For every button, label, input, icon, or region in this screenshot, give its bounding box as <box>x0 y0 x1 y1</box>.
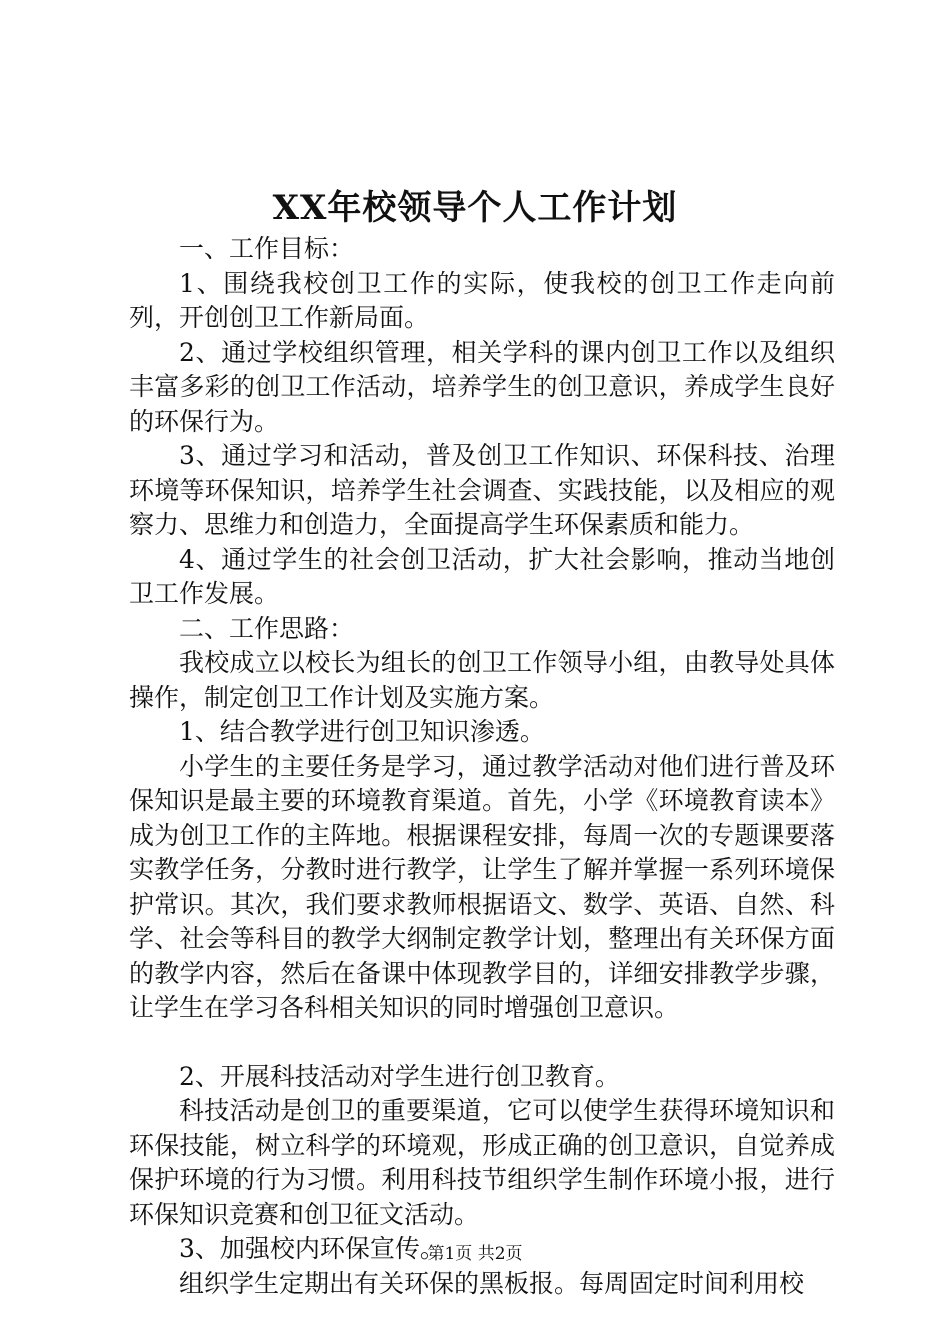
paragraph: 二、工作思路： <box>179 613 355 643</box>
paragraph: 3、通过学习和活动，普及创卫工作知识、环保科技、治理环境等环保知识，培养学生社会调查、实践技能，以及相应的观察力、思维力和创造力，全面提高学生环保素质和能力。 <box>129 441 835 539</box>
paragraph: 2、通过学校组织管理，相关学科的课内创卫工作以及组织丰富多彩的创卫工作活动，培养学生的创卫意识，养成学生良好的环保行为。 <box>129 337 835 436</box>
paragraph-spacer <box>129 1026 835 1060</box>
paragraph: 科技活动是创卫的重要渠道，它可以使学生获得环境知识和环保技能，树立科学的环境观，形成正确的创卫意识，自觉养成保护环境的行为习惯。利用科技节组织学生制作环境小报，进行环保知识竞赛和创卫征文活动。 <box>129 1096 835 1229</box>
paragraph: 4、通过学生的社会创卫活动，扩大社会影响，推动当地创卫工作发展。 <box>129 544 835 608</box>
paragraph: 组织学生定期出有关环保的黑板报。每周固定时间利用校 <box>179 1268 805 1298</box>
paragraph: 3、加强校内环保宣传。 <box>179 1234 445 1263</box>
paragraph: 1、围绕我校创卫工作的实际，使我校的创卫工作走向前列，开创创卫工作新局面。 <box>129 268 835 332</box>
paragraph: 1、结合教学进行创卫知识渗透。 <box>179 717 545 746</box>
document-title: XX年校领导个人工作计划 <box>272 188 678 228</box>
paragraph: 2、开展科技活动对学生进行创卫教育。 <box>179 1061 620 1091</box>
page-footer: 第1页 共2页 <box>427 1244 523 1264</box>
paragraph: 小学生的主要任务是学习，通过教学活动对他们进行普及环保知识是最主要的环境教育渠道。首先，小学《环境教育读本》成为创卫工作的主阵地。根据课程安排，每周一次的专题课要落实教学任务，分教时进行教学，让学生了解并掌握一系列环境保护常识。其次，我们要求教师根据语文、数学、英语、自然、科学、社会等科目的教学大纲制定教学计划，整理出有关环保方面的教学内容，然后在备课中体现教学目的，详细安排教学步骤，让学生在学习各科相关知识的同时增强创卫意识。 <box>129 751 835 1022</box>
paragraph: 我校成立以校长为组长的创卫工作领导小组，由教导处具体操作，制定创卫工作计划及实施方案。 <box>129 648 835 712</box>
document-body <box>129 232 835 1301</box>
paragraph: 一、工作目标： <box>179 234 355 263</box>
